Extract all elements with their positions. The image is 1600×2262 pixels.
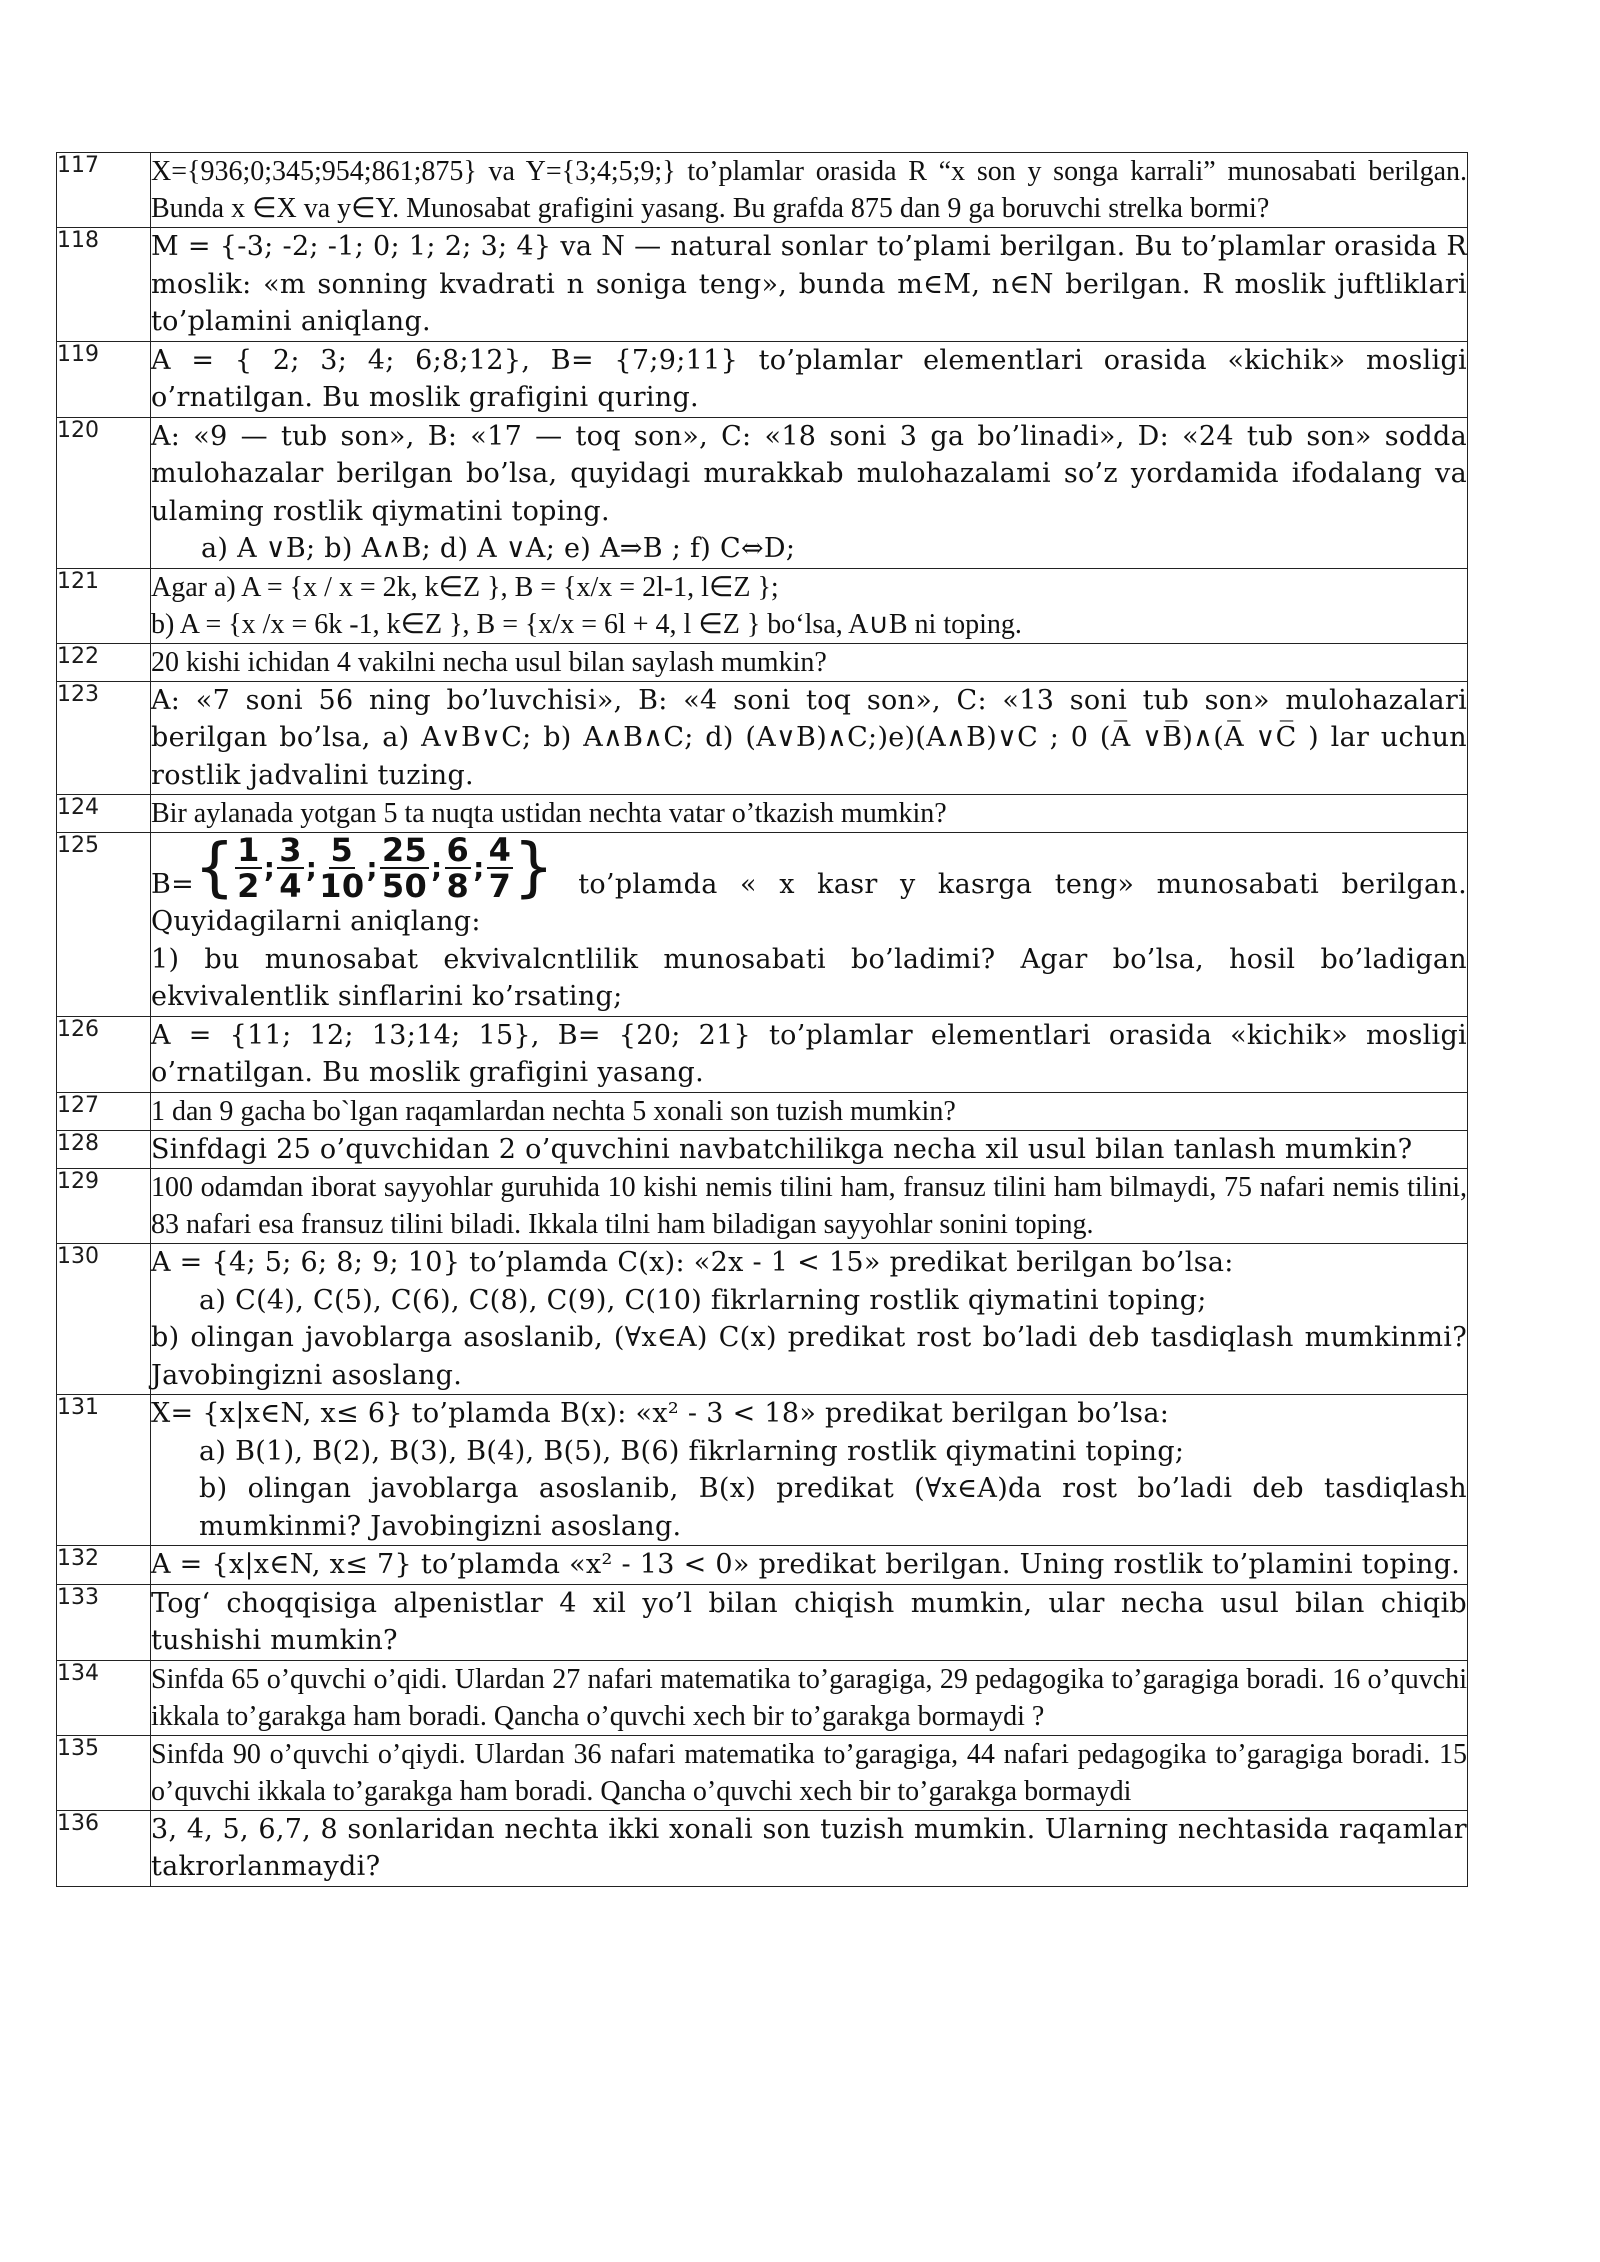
separator: ; (305, 851, 318, 885)
problem-text (151, 417, 1468, 568)
problem-number: 130 (57, 1244, 151, 1395)
problem-number: 129 (57, 1169, 151, 1244)
problem-line: a) C(4), C(5), C(6), C(8), C(9), C(10) fikrlarning rostlik qiymatini toping; (199, 1284, 1207, 1316)
problem-line: X={936;0;345;954;861;875} va Y={3;4;5;9;} to’plamlar orasida R “x son y songa karrali” munosabati berilgan. Bunda x ∈X va y∈Y. Munosabat grafigini yasang. Bu grafda 875 dan 9 ga boruvchi strelka bormi? (151, 156, 1467, 224)
problem-row (57, 833, 1468, 1017)
problem-line: Agar a) A = {x / x = 2k, k∈Z }, B = {x/x = 2l-1, l∈Z }; (151, 571, 779, 603)
problem-line: X= {x|x∈N, x≤ 6} to’plamda B(x): «x² - 3 < 18» predikat berilgan bo’lsa: (151, 1398, 1170, 1429)
problem-line: 3, 4, 5, 6,7, 8 sonlaridan nechta ikki xonali son tuzish mumkin. Ularning nechtasida raqamlar takrorlanmaydi? (151, 1813, 1467, 1882)
problem-row (57, 228, 1468, 342)
open-brace: { (194, 831, 236, 905)
problem-number: 133 (57, 1584, 151, 1660)
fraction (277, 833, 304, 903)
denominator: 7 (488, 867, 512, 905)
numerator: 1 (237, 831, 260, 869)
problem-row (57, 1584, 1468, 1660)
problem-row (57, 1546, 1468, 1585)
problem-line: 1 dan 9 gacha bo`lgan raqamlardan nechta 5 xonali son tuzish mumkin? (151, 1095, 956, 1127)
problem-number: 119 (57, 341, 151, 417)
problem-text (151, 643, 1468, 681)
problem-row (57, 1395, 1468, 1546)
problem-line: 1) bu munosabat ekvivalcntlilik munosabati bo’ladimi? Agar bo’lsa, hosil bo’ladigan ekvivalentlik sinflarini ko’rsating; (151, 943, 1467, 1012)
problem-row (57, 1735, 1468, 1810)
fraction (380, 833, 429, 903)
problem-number: 125 (57, 833, 151, 1017)
problem-number: 126 (57, 1016, 151, 1092)
problem-line: Quyidagilarni aniqlang: (151, 906, 481, 937)
separator: ; (431, 851, 443, 885)
problem-line: Sinfda 90 o’quvchi o’qiydi. Ulardan 36 nafari matematika to’garagiga, 44 nafari pedagogika to’garagiga boradi. 15 o’quvchi ikkala to’garakga ham boradi. Qancha o’quvchi xech bir to’garakga bormaydi (151, 1738, 1467, 1807)
close-brace: } (513, 831, 555, 905)
problem-text (151, 1016, 1468, 1092)
problem-text (151, 568, 1468, 643)
problem-number: 120 (57, 417, 151, 568)
problem-text (151, 681, 1468, 795)
fraction (319, 833, 364, 903)
problem-row (57, 795, 1468, 833)
denominator: 4 (279, 867, 302, 905)
problem-number: 132 (57, 1546, 151, 1585)
numerator: 5 (330, 831, 354, 869)
problems-table-body (57, 153, 1468, 1887)
problem-number: 131 (57, 1395, 151, 1546)
problem-number: 134 (57, 1660, 151, 1735)
problem-number: 128 (57, 1130, 151, 1169)
problem-text (151, 1546, 1468, 1585)
denominator: 8 (446, 867, 470, 905)
problem-line: A = { 2; 3; 4; 6;8;12}, B= {7;9;11} to’plamlar elementlari orasida «kichik» mosligi o’rnatilgan. Bu moslik grafigini quring. (151, 344, 1467, 413)
fraction-set (194, 833, 554, 903)
problem-number: 121 (57, 568, 151, 643)
problem-row (57, 1660, 1468, 1735)
separator: ; (473, 851, 485, 885)
denominator: 2 (237, 867, 260, 905)
problems-table (56, 152, 1468, 1887)
problem-number: 118 (57, 228, 151, 342)
problem-row (57, 1169, 1468, 1244)
numerator: 25 (381, 831, 428, 869)
problem-row (57, 1130, 1468, 1169)
fraction (445, 833, 472, 903)
problem-number: 135 (57, 1735, 151, 1810)
problem-text (151, 1130, 1468, 1169)
problem-text (151, 341, 1468, 417)
problem-line: b) olingan javoblarga asoslanib, (∀x∈A) C(x) predikat rost bo’ladi deb tasdiqlash mumkinmi? Javobingizni asoslang. (151, 1322, 1467, 1391)
problem-line: Sinfdagi 25 o’quvchidan 2 o’quvchini navbatchilikga necha xil usul bilan tanlash mumkin? (151, 1133, 1413, 1165)
problem-line: A: «7 soni 56 ning bo’luvchisi», B: «4 soni toq son», C: «13 soni tub son» mulohazalari berilgan bo’lsa, a) A∨B∨C; b) A∧B∧C; d) (A∨B)∧C;)e)(A∧B)∨C ; 0 (A̅ ∨B̅)∧(A̅ ∨C̅ ) lar uchun rostlik jadvalini tuzing. (151, 684, 1467, 791)
problem-row (57, 1244, 1468, 1395)
problem-number: 127 (57, 1092, 151, 1130)
problem-line: b) olingan javoblarga asoslanib, B(x) predikat (∀x∈A)da rost bo’ladi deb tasdiqlash mumkinmi? Javobingizni asoslang. (199, 1473, 1467, 1542)
numerator: 4 (488, 831, 512, 869)
problem-text (151, 1395, 1468, 1546)
problem-number: 117 (57, 153, 151, 228)
separator: ; (263, 851, 276, 885)
problem-number: 122 (57, 643, 151, 681)
problem-number: 123 (57, 681, 151, 795)
problem-line: a) B(1), B(2), B(3), B(4), B(5), B(6) fikrlarning rostlik qiymatini toping; (199, 1435, 1185, 1467)
problem-text (151, 1660, 1468, 1735)
problem-sheet (56, 152, 1468, 1887)
problem-text (151, 1584, 1468, 1660)
problem-text (151, 1169, 1468, 1244)
problem-line: A: «9 — tub son», B: «17 — toq son», C: «18 soni 3 ga bo’linadi», D: «24 tub son» sodda mulohazalar berilgan bo’lsa, quyidagi murakkab mulohazalami so’z yordamida ifodalang va ulaming rostlik qiymatini toping. (151, 420, 1467, 527)
problem-line: A = {x|x∈N, x≤ 7} to’plamda «x² - 13 < 0» predikat berilgan. Uning rostlik to’plamini toping. (151, 1549, 1461, 1580)
problem-row (57, 568, 1468, 643)
problem-line: M = {-3; -2; -1; 0; 1; 2; 3; 4} va N — natural sonlar to’plami berilgan. Bu to’plamlar orasida R moslik: «m sonning kvadrati n soniga teng», bunda m∈M, n∈N berilgan. R moslik juftliklari to’plamini aniqlang. (151, 231, 1467, 337)
problem-line: A = {4; 5; 6; 8; 9; 10} to’plamda C(x): «2x - 1 < 15» predikat berilgan bo’lsa: (151, 1247, 1234, 1278)
problem-line: Sinfda 65 o’quvchi o’qidi. Ulardan 27 nafari matematika to’garagiga, 29 pedagogika to’garagiga boradi. 16 o’quvchi ikkala to’garakga ham boradi. Qancha o’quvchi xech bir to’garakga bormaydi ? (151, 1663, 1467, 1732)
set-definition-line (151, 833, 1467, 903)
problem-row (57, 1016, 1468, 1092)
problem-row (57, 1092, 1468, 1130)
problem-number: 124 (57, 795, 151, 833)
problem-line: 100 odamdan iborat sayyohlar guruhida 10 kishi nemis tilini ham, fransuz tilini ham bilmaydi, 75 nafari nemis tilini, 83 nafari esa fransuz tilini biladi. Ikkala tilni ham biladigan sayyohlar sonini toping. (151, 1172, 1467, 1240)
problem-line: b) A = {x /x = 6k -1, k∈Z }, B = {x/x = 6l + 4, l ∈Z } bo‘lsa, A∪B ni toping. (151, 608, 1022, 640)
problem-line: A = {11; 12; 13;14; 15}, B= {20; 21} to’plamlar elementlari orasida «kichik» mosligi o’rnatilgan. Bu moslik grafigini yasang. (151, 1019, 1467, 1088)
denominator: 50 (381, 867, 428, 905)
fraction (487, 833, 514, 903)
problem-text (151, 1244, 1468, 1395)
problem-text (151, 153, 1468, 228)
problem-row (57, 681, 1468, 795)
problem-line: a) A ∨B; b) A∧B; d) A ∨A; e) A⇒B ; f) C⇔D; (201, 533, 796, 564)
problem-row (57, 153, 1468, 228)
problem-line: Bir aylanada yotgan 5 ta nuqta ustidan nechta vatar o’tkazish mumkin? (151, 798, 947, 829)
problem-row (57, 1810, 1468, 1886)
problem-row (57, 341, 1468, 417)
set-name: B= (151, 868, 195, 900)
problem-row (57, 417, 1468, 568)
relation-text: to’plamda « x kasr y kasrga teng» munosabati berilgan. (578, 868, 1467, 900)
problem-text (151, 228, 1468, 342)
problem-text (151, 795, 1468, 833)
problem-line: 20 kishi ichidan 4 vakilni necha usul bilan saylash mumkin? (151, 646, 827, 678)
problem-text (151, 1092, 1468, 1130)
problem-line: Tog‘ choqqisiga alpenistlar 4 xil yo’l bilan chiqish mumkin, ular necha usul bilan chiqib tushishi mumkin? (151, 1587, 1467, 1656)
problem-text (151, 1735, 1468, 1810)
problem-text (151, 833, 1468, 1017)
numerator: 6 (446, 831, 470, 869)
fraction (235, 833, 262, 903)
problem-text (151, 1810, 1468, 1886)
numerator: 3 (279, 831, 302, 869)
problem-row (57, 643, 1468, 681)
separator: ; (366, 851, 378, 885)
problem-number: 136 (57, 1810, 151, 1886)
denominator: 10 (319, 867, 365, 905)
